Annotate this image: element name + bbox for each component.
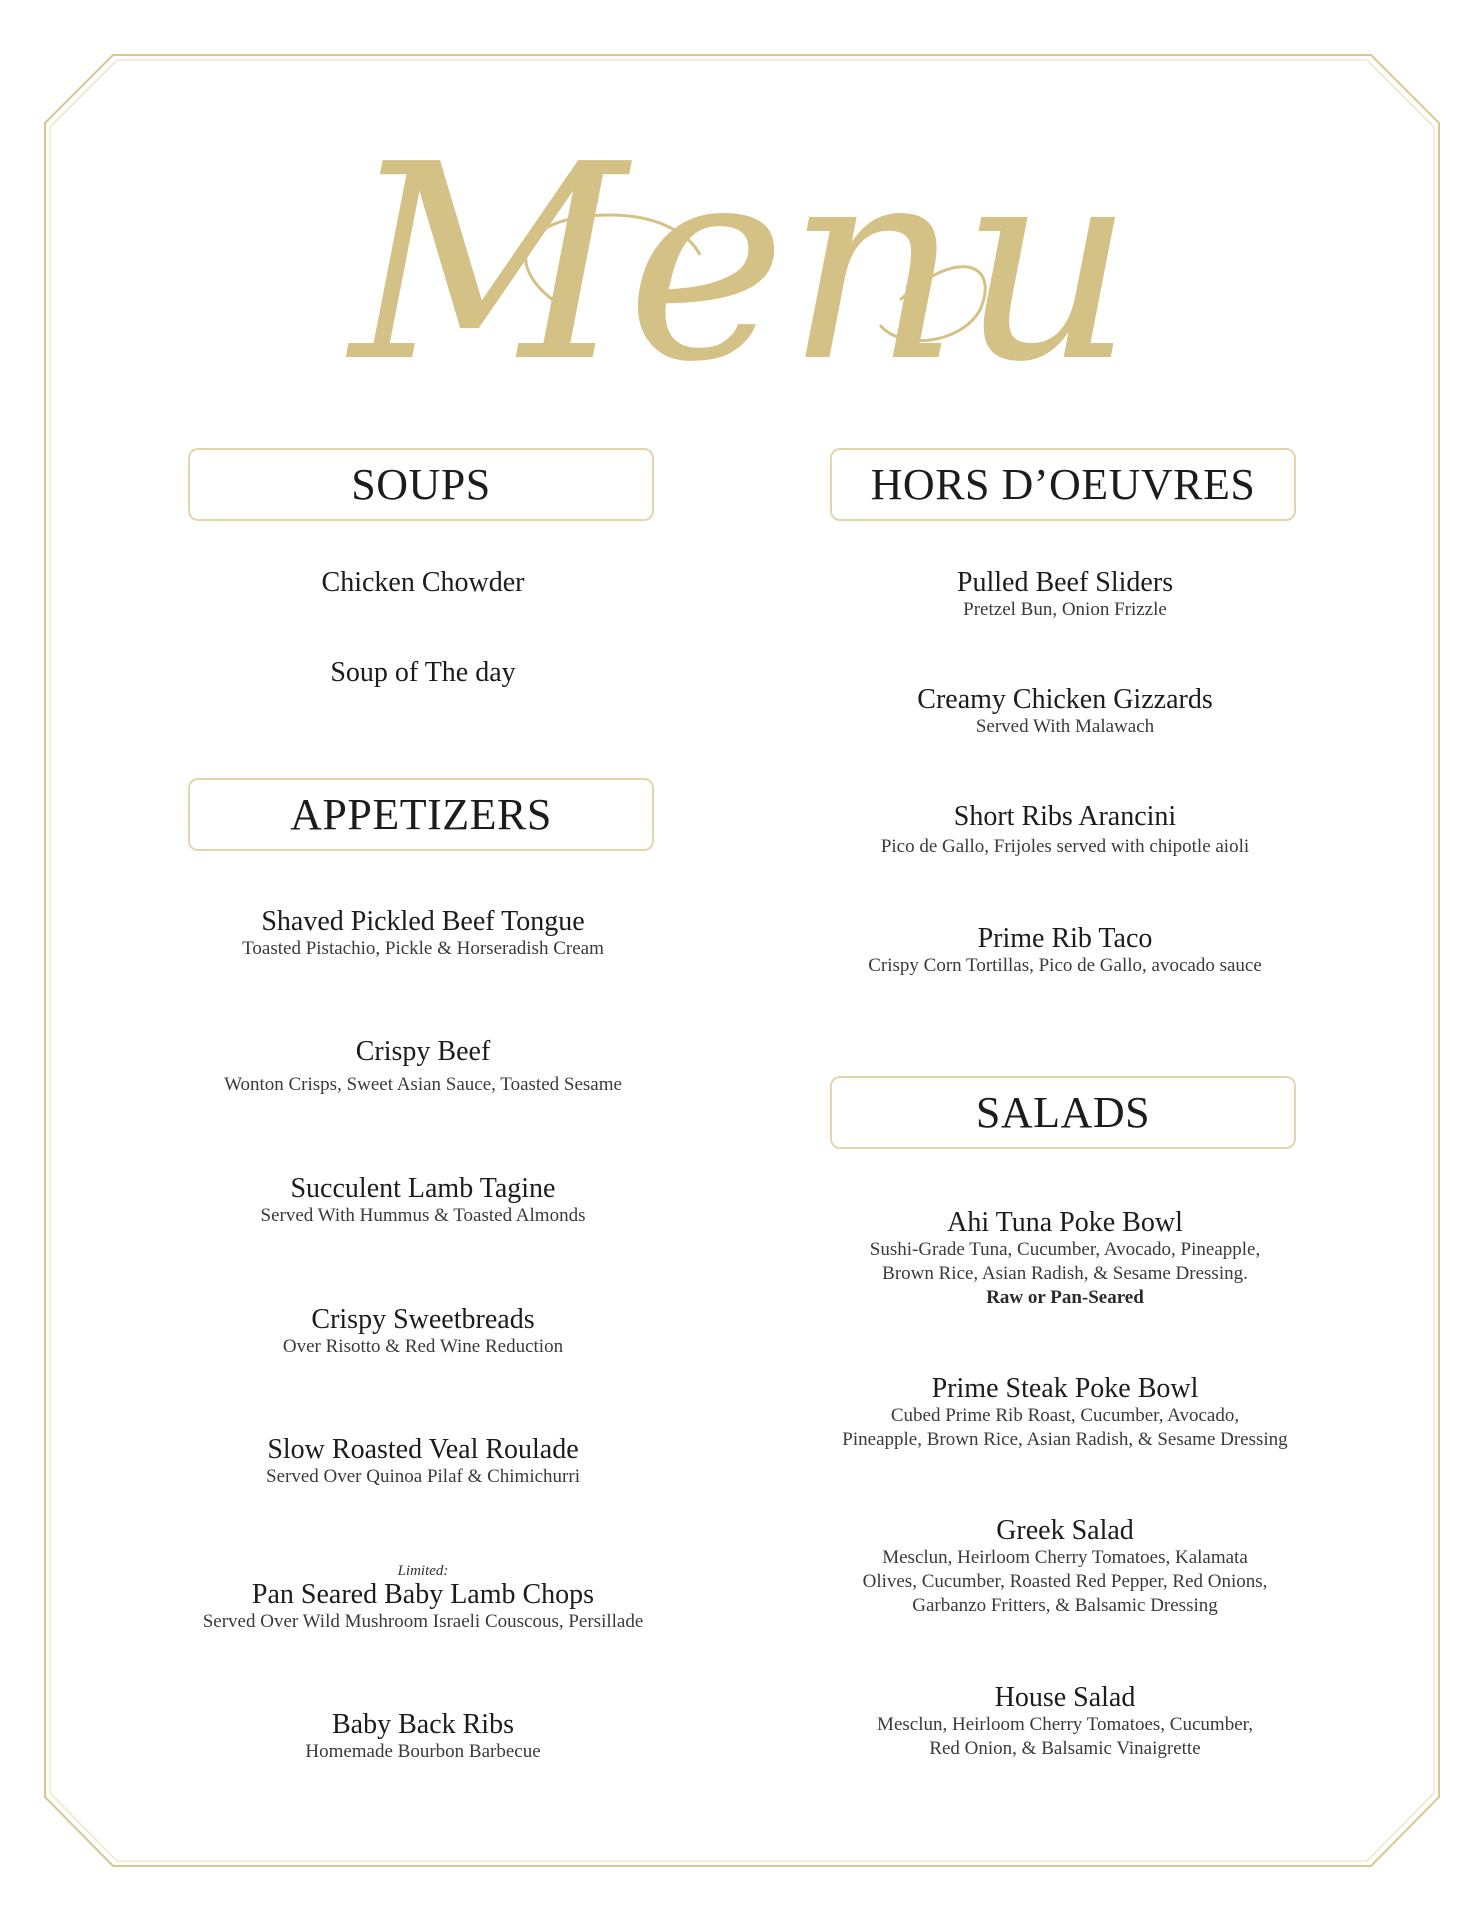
item-name: Greek Salad xyxy=(996,1515,1134,1546)
menu-item xyxy=(188,567,658,598)
item-name: Shaved Pickled Beef Tongue xyxy=(261,906,585,937)
menu-item xyxy=(830,801,1300,859)
item-name: Prime Rib Taco xyxy=(977,923,1153,954)
item-note: Raw or Pan-Seared xyxy=(986,1287,1144,1308)
item-description: Served Over Wild Mushroom Israeli Couscous, Persillade xyxy=(202,1611,644,1632)
item-description-line: Pineapple, Brown Rice, Asian Radish, & Sesame Dressing xyxy=(842,1429,1288,1450)
item-description: Pretzel Bun, Onion Frizzle xyxy=(963,599,1167,620)
item-name: Succulent Lamb Tagine xyxy=(290,1173,556,1204)
item-description-line: Sushi-Grade Tuna, Cucumber, Avocado, Pineapple, xyxy=(869,1239,1261,1260)
item-description: Toasted Pistachio, Pickle & Horseradish Cream xyxy=(242,938,604,959)
menu-title-text: Menu xyxy=(349,106,1135,421)
section-header-salads: SALADS xyxy=(830,1076,1296,1149)
item-description-line: Mesclun, Heirloom Cherry Tomatoes, Kalamata xyxy=(882,1547,1248,1568)
section-header-appetizers: APPETIZERS xyxy=(188,778,654,851)
item-name: Baby Back Ribs xyxy=(332,1709,514,1740)
item-name: Prime Steak Poke Bowl xyxy=(931,1373,1199,1404)
item-description-line: Red Onion, & Balsamic Vinaigrette xyxy=(929,1738,1201,1759)
item-description: Served With Malawach xyxy=(975,716,1155,737)
menu-item xyxy=(830,684,1300,739)
item-tag: Limited: xyxy=(397,1563,449,1579)
menu-item xyxy=(830,1373,1300,1452)
section-header-soups: SOUPS xyxy=(188,448,654,521)
item-description: Wonton Crisps, Sweet Asian Sauce, Toasted Sesame xyxy=(224,1074,622,1095)
menu-item xyxy=(188,906,658,961)
section-header-hors-doeuvres: HORS D’OEUVRES xyxy=(830,448,1296,521)
item-name: Short Ribs Arancini xyxy=(953,801,1177,832)
item-name: Slow Roasted Veal Roulade xyxy=(267,1434,579,1465)
menu-title xyxy=(0,95,1484,435)
item-name: House Salad xyxy=(994,1682,1136,1713)
menu-item xyxy=(188,1709,658,1764)
menu-item xyxy=(188,1434,658,1489)
item-name: Ahi Tuna Poke Bowl xyxy=(947,1207,1183,1238)
item-description: Served Over Quinoa Pilaf & Chimichurri xyxy=(266,1466,580,1487)
item-name: Crispy Beef xyxy=(355,1036,491,1067)
item-description: Served With Hummus & Toasted Almonds xyxy=(260,1205,586,1226)
menu-item xyxy=(830,1515,1300,1618)
item-name: Creamy Chicken Gizzards xyxy=(917,684,1213,715)
item-description-line: Mesclun, Heirloom Cherry Tomatoes, Cucumber, xyxy=(877,1714,1253,1735)
menu-item xyxy=(188,657,658,688)
item-name: Crispy Sweetbreads xyxy=(311,1304,535,1335)
item-description-line: Cubed Prime Rib Roast, Cucumber, Avocado, xyxy=(890,1405,1240,1426)
menu-item xyxy=(188,1173,658,1228)
item-description-line: Olives, Cucumber, Roasted Red Pepper, Red Onions, xyxy=(862,1571,1268,1592)
item-description: Homemade Bourbon Barbecue xyxy=(305,1741,541,1762)
menu-item xyxy=(830,923,1300,978)
menu-item xyxy=(830,567,1300,622)
item-name: Pulled Beef Sliders xyxy=(956,567,1174,598)
item-name: Soup of The day xyxy=(330,657,516,688)
item-description-line: Garbanzo Fritters, & Balsamic Dressing xyxy=(912,1595,1218,1616)
menu-item xyxy=(830,1207,1300,1310)
menu-item xyxy=(830,1682,1300,1761)
menu-item xyxy=(168,1563,678,1634)
item-description: Crispy Corn Tortillas, Pico de Gallo, avocado sauce xyxy=(868,955,1262,976)
menu-item xyxy=(188,1304,658,1359)
item-description-line: Brown Rice, Asian Radish, & Sesame Dressing. xyxy=(882,1263,1248,1284)
item-name: Pan Seared Baby Lamb Chops xyxy=(251,1579,595,1610)
item-name: Chicken Chowder xyxy=(321,567,525,598)
item-description: Over Risotto & Red Wine Reduction xyxy=(282,1336,564,1357)
menu-item xyxy=(188,1036,658,1097)
item-description: Pico de Gallo, Frijoles served with chipotle aioli xyxy=(880,836,1250,857)
